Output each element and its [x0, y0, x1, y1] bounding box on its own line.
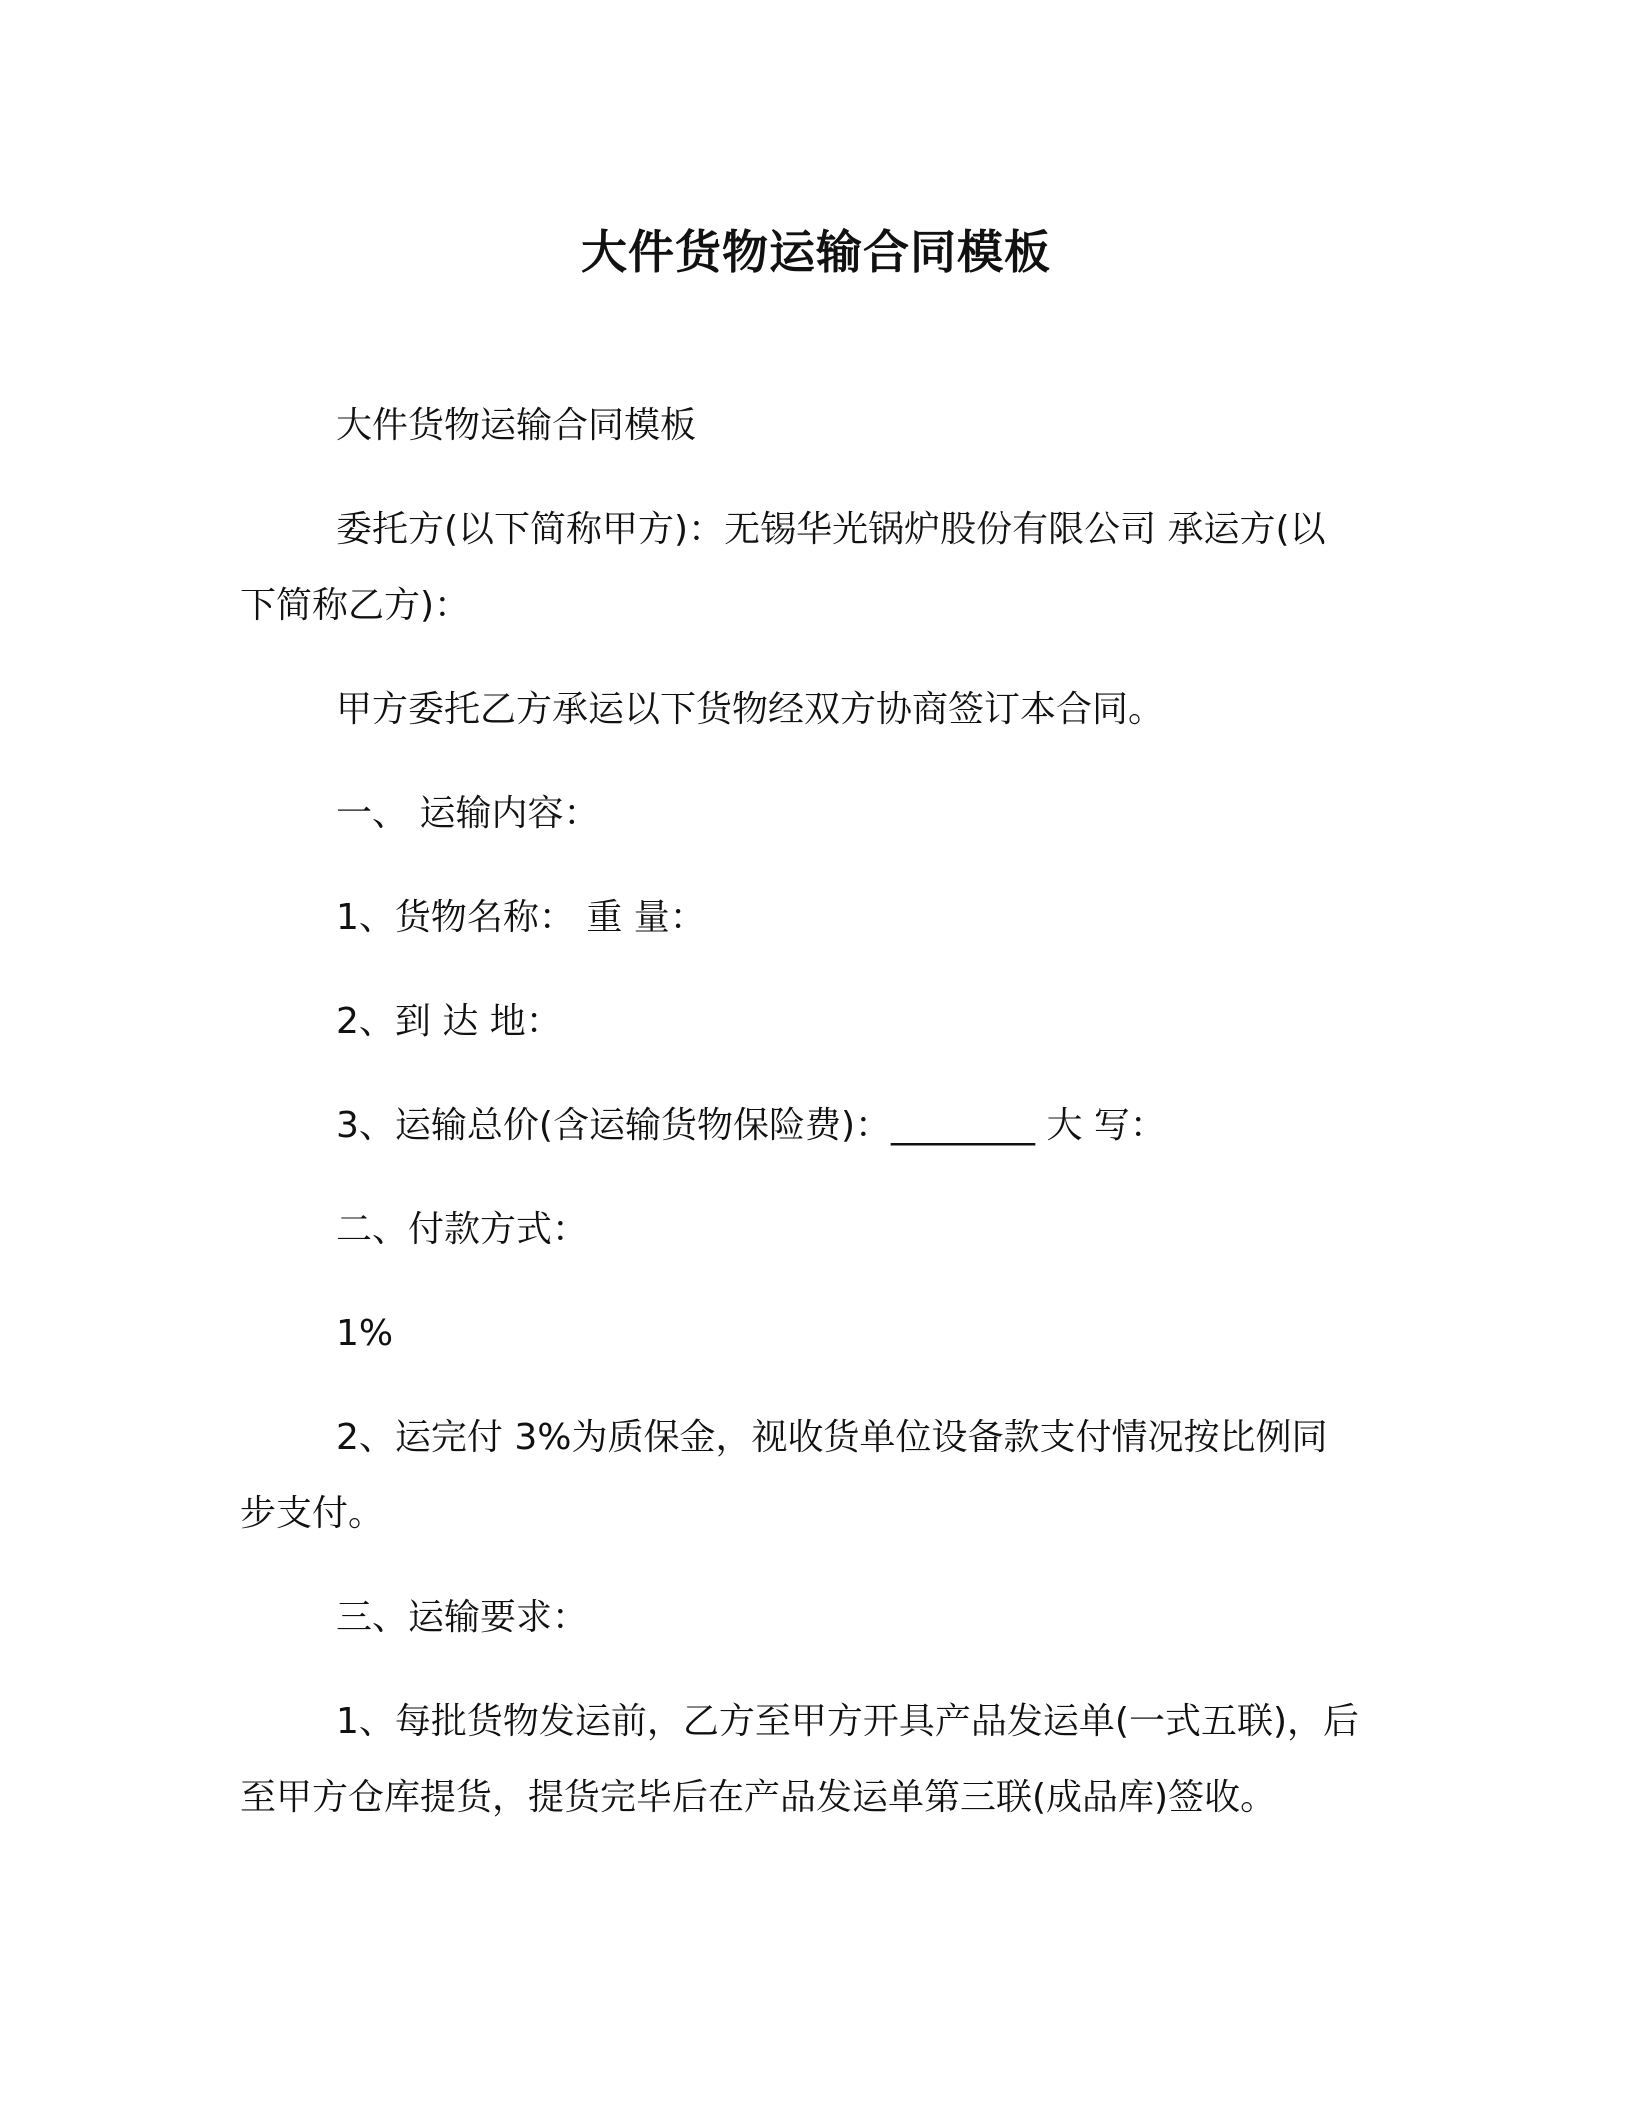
section-heading-transport-content: 一、 运输内容：: [336, 793, 600, 834]
parties-paragraph: 委托方(以下简称甲方)：无锡华光锅炉股份有限公司 承运方(以下简称乙方)：: [240, 509, 1326, 626]
payment-item-2: 2、运完付 3%为质保金，视收货单位设备款支付情况按比例同步支付。: [240, 1417, 1328, 1534]
subtitle-paragraph: 大件货物运输合同模板: [336, 405, 697, 446]
requirement-item-1: 1、每批货物发运前，乙方至甲方开具产品发运单(一式五联)，后至甲方仓库提货，提货完毕后在产品发运单第三联(成品库)签收。: [240, 1701, 1359, 1818]
agreement-paragraph: 甲方委托乙方承运以下货物经双方协商签订本合同。: [336, 689, 1165, 730]
section-heading-payment: 二、付款方式：: [336, 1209, 589, 1250]
document-title: 大件货物运输合同模板: [581, 225, 1051, 279]
item-total-price: 3、运输总价(含运输货物保险费)：________ 大 写：: [336, 1105, 1166, 1146]
payment-item-1: 1%: [336, 1313, 394, 1354]
item-destination: 2、到 达 地：: [336, 1001, 562, 1042]
item-goods-name: 1、货物名称： 重 量：: [336, 897, 706, 938]
document-body: [240, 388, 1360, 1864]
section-heading-requirements: 三、运输要求：: [336, 1597, 589, 1638]
